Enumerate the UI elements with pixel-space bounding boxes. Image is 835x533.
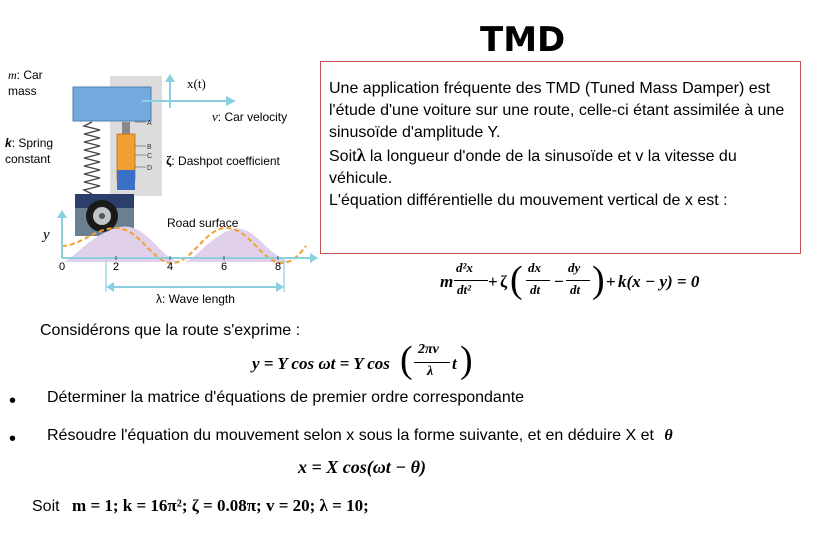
tick-2: 2 [113,261,120,273]
dashpot-rod [122,122,130,134]
velocity-label: v: Car velocity [212,109,288,124]
tick-0: 0 [59,261,66,273]
road-equation: y = Y cos ωt = Y cos ( 2πv λ t ) [252,339,473,381]
motion-equation: m d²x dt² + ζ ( dx dt − dy dt ) + k(x − y) = 0 [440,259,700,301]
description-line-2-rest: la longueur d'onde de la sinusoïde et v la vitesse du véhicule. [329,148,737,187]
description-box [320,61,801,254]
tick-8: 8 [275,261,282,273]
bullet-1-text: Déterminer la matrice d'équations de premier ordre correspondante [47,389,525,406]
spring-label: k: Spring constant [5,136,54,166]
spring-icon [84,122,100,194]
bullet-2-text: Résoudre l'équation du mouvement selon x sous la forme suivante, et en déduire X et θ [47,427,673,444]
bullet-2-mark: • [9,428,17,450]
x-t-label: x(t) [187,76,206,91]
bullet-1-mark: • [9,390,17,412]
theta-symbol: θ [664,427,673,444]
description-line-2 [329,144,792,190]
description-line-3: L'équation différentielle du mouvement vertical de x est : [329,192,728,209]
marker-b: B [147,144,152,151]
dashpot-fluid [117,170,135,190]
mass-label: m: Car mass [8,68,43,98]
lambda-symbol: λ [356,145,366,165]
page-title: TMD [480,20,566,60]
description-line-2-prefix: Soit [329,148,357,165]
parameters-values: m = 1; k = 16π²; ζ = 0.08π; v = 20; λ = 10; [72,496,369,515]
marker-d: D [147,165,153,172]
tick-4: 4 [167,261,174,273]
parameters-line [32,496,369,516]
marker-c: C [147,153,153,160]
marker-a: A [147,120,152,127]
car-mass-block [73,87,151,121]
y-axis-label: y [43,227,50,243]
parameters-prefix: Soit [32,498,60,515]
solution-equation: x = X cos(ωt − θ) [298,457,427,477]
tick-6: 6 [221,261,228,273]
road-intro-text: Considérons que la route s'exprime : [40,322,301,339]
road-surface-label: Road surface [167,216,239,230]
description-line-1: Une application fréquente des TMD (Tuned Mass Damper) est l'étude d'une voiture sur une route, celle-ci étant assimilée à une sinusoïde d'amplitude Y. [329,80,785,141]
wavelength-label: λ: Wave length [156,292,235,306]
dashpot-label: ζ: Dashpot coefficient [166,153,280,168]
